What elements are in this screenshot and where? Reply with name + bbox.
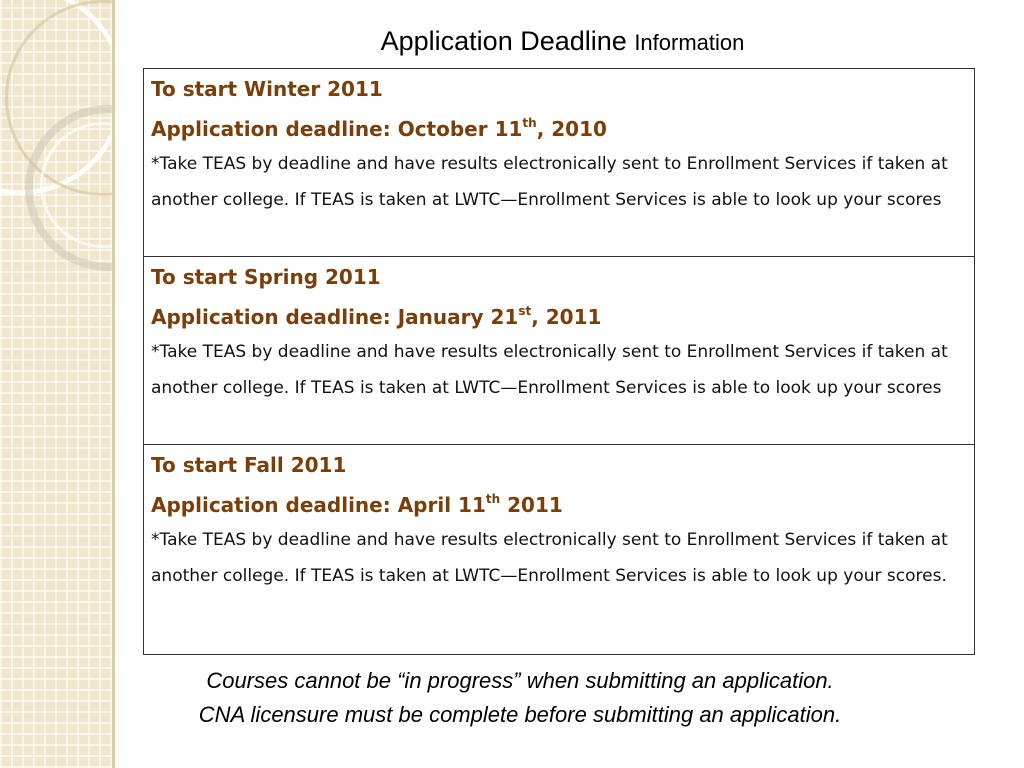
term-heading: To start Spring 2011 xyxy=(151,265,381,289)
teas-note: *Take TEAS by deadline and have results electronically sent to Enrollment Services if taken at another college. If TEAS is taken at LWTC—Enrollment Services is able to look up your scores xyxy=(151,154,948,210)
deadline-line xyxy=(151,491,966,519)
deadline-line xyxy=(151,303,966,331)
deadline-cell-winter xyxy=(144,69,975,257)
band-edge xyxy=(112,0,115,768)
deadline-cell-spring xyxy=(144,257,975,445)
term-heading: To start Fall 2011 xyxy=(151,453,347,477)
table-row xyxy=(144,257,975,445)
deadline-prefix: Application deadline: October 11 xyxy=(151,117,523,141)
slide-title xyxy=(120,26,1005,57)
table-row xyxy=(144,445,975,655)
deadline-suffix: , 2010 xyxy=(536,117,607,141)
deadline-line xyxy=(151,115,966,143)
deadline-ordinal: th xyxy=(485,492,501,506)
deadline-prefix: Application deadline: April 11 xyxy=(151,493,486,517)
deadline-ordinal: th xyxy=(522,116,537,130)
term-heading: To start Winter 2011 xyxy=(151,77,383,101)
deadline-ordinal: st xyxy=(518,304,532,318)
deadline-prefix: Application deadline: January 21 xyxy=(151,305,519,329)
teas-note: *Take TEAS by deadline and have results electronically sent to Enrollment Services if taken at another college. If TEAS is taken at LWTC—Enrollment Services is able to look up your scores. xyxy=(151,530,948,586)
teas-note: *Take TEAS by deadline and have results electronically sent to Enrollment Services if taken at another college. If TEAS is taken at LWTC—Enrollment Services is able to look up your scores xyxy=(151,342,948,398)
deadline-table xyxy=(143,68,975,655)
deadline-suffix: , 2011 xyxy=(531,305,602,329)
decorative-side-band xyxy=(0,0,115,768)
table-row xyxy=(144,69,975,257)
slide-title-small: Information xyxy=(634,30,745,55)
footer-note-cna: CNA licensure must be complete before submitting an application. xyxy=(198,702,842,727)
deadline-cell-fall xyxy=(144,445,975,655)
slide-title-main: Application Deadline xyxy=(380,26,627,56)
deadline-suffix: 2011 xyxy=(500,493,563,517)
footer-note-progress: Courses cannot be “in progress” when submitting an application. xyxy=(206,668,834,693)
